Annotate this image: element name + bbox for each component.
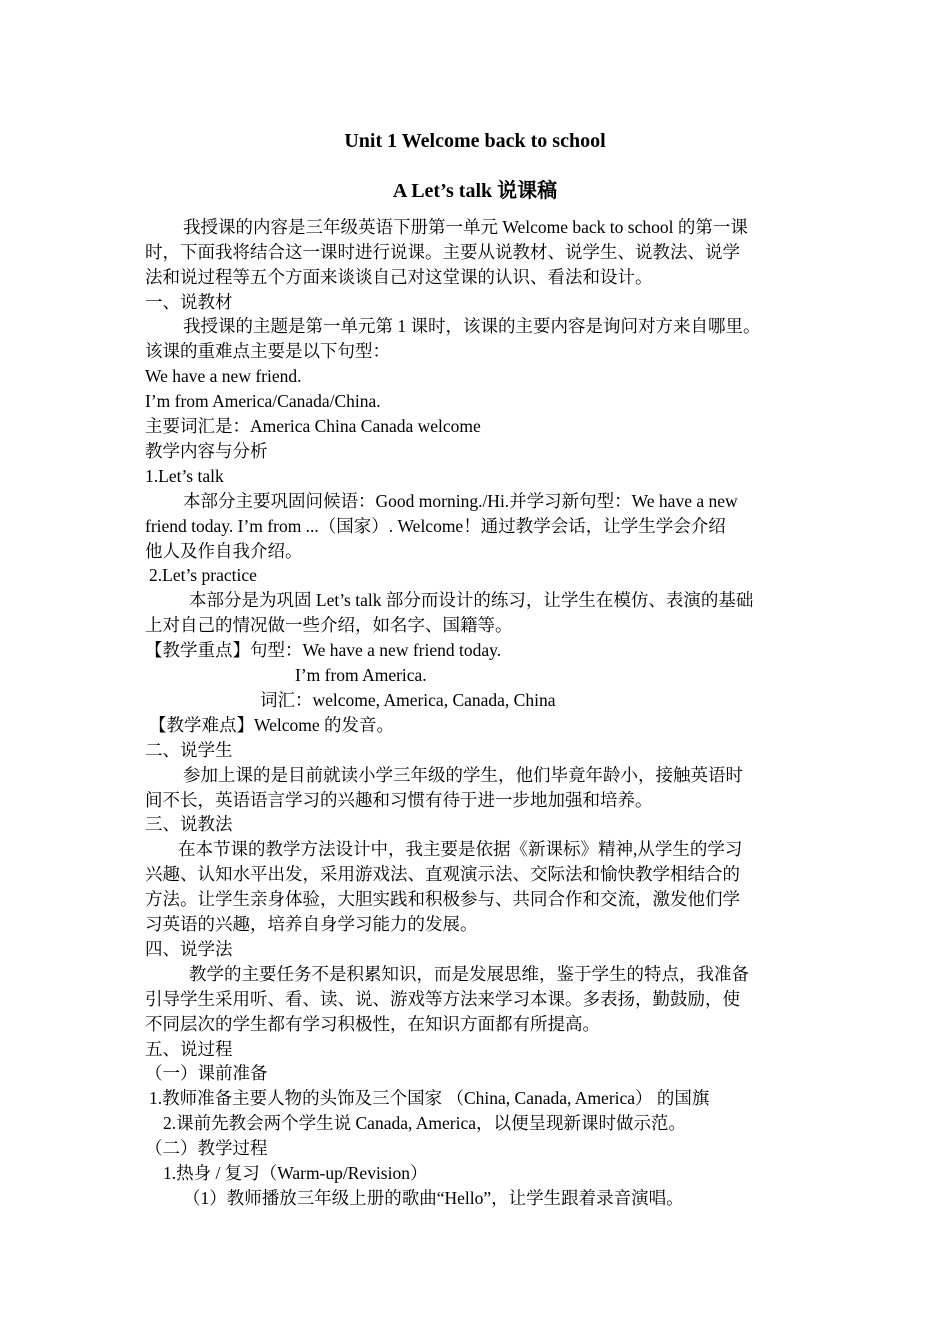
paragraph-line: 方法。让学生亲身体验，大胆实践和积极参与、共同合作和交流，激发他们学 (145, 889, 740, 909)
paragraph-line: 法和说过程等五个方面来谈谈自己对这堂课的认识、看法和设计。 (145, 267, 653, 287)
key-point-line: 词汇：welcome, America, Canada, China (260, 690, 556, 710)
paragraph-line: 上对自己的情况做一些介绍，如名字、国籍等。 (145, 615, 513, 635)
paragraph-line: 本部分主要巩固问候语：Good morning./Hi.并学习新句型：We have a new (183, 491, 738, 511)
paragraph-line: 不同层次的学生都有学习积极性，在知识方面都有所提高。 (145, 1014, 600, 1034)
section-heading: 四、说学法 (145, 939, 233, 959)
paragraph-line: 习英语的兴趣，培养自身学习能力的发展。 (145, 914, 478, 934)
document-title: Unit 1 Welcome back to school (344, 130, 606, 152)
section-heading: 一、说教材 (145, 292, 233, 312)
paragraph-line: 引导学生采用听、看、读、说、游戏等方法来学习本课。多表扬，勤鼓励，使 (145, 989, 740, 1009)
paragraph-line: 参加上课的是目前就读小学三年级的学生，他们毕竟年龄小，接触英语时 (183, 765, 743, 785)
paragraph-line: 我授课的主题是第一单元第 1 课时，该课的主要内容是询问对方来自哪里。 (183, 316, 761, 336)
key-point-line: I’m from America. (295, 665, 427, 685)
vocabulary-line: 主要词汇是：America China Canada welcome (145, 416, 481, 436)
subheading: 1.Let’s talk (145, 466, 224, 486)
paragraph-line: 间不长，英语语言学习的兴趣和习惯有待于进一步地加强和培养。 (145, 790, 653, 810)
list-item: 2.课前先教会两个学生说 Canada, America，以便呈现新课时做示范。 (163, 1113, 686, 1133)
list-item: （1）教师播放三年级上册的歌曲“Hello”，让学生跟着录音演唱。 (183, 1188, 684, 1208)
key-point-line: 【教学重点】句型：We have a new friend today. (145, 640, 502, 660)
difficult-point-line: 【教学难点】Welcome 的发音。 (149, 715, 395, 735)
paragraph-line: 我授课的内容是三年级英语下册第一单元 Welcome back to school 的第一课 (183, 217, 748, 237)
paragraph-line: 时，下面我将结合这一课时进行说课。主要从说教材、说学生、说教法、说学 (145, 242, 740, 262)
paragraph-line: 兴趣、认知水平出发，采用游戏法、直观演示法、交际法和愉快教学相结合的 (145, 864, 740, 884)
paragraph-line: 他人及作自我介绍。 (145, 541, 303, 561)
paragraph-line: 教学的主要任务不是积累知识，而是发展思维，鉴于学生的特点，我准备 (189, 964, 749, 984)
paragraph-line: 在本节课的教学方法设计中，我主要是依据《新课标》精神,从学生的学习 (178, 839, 743, 859)
subheading: （二）教学过程 (145, 1138, 268, 1158)
paragraph-line: 本部分是为巩固 Let’s talk 部分而设计的练习，让学生在模仿、表演的基础 (189, 590, 754, 610)
paragraph-line: 该课的重难点主要是以下句型： (145, 341, 390, 361)
subheading: 教学内容与分析 (145, 441, 268, 461)
sentence-pattern: We have a new friend. (145, 366, 302, 386)
sentence-pattern: I’m from America/Canada/China. (145, 391, 381, 411)
document-subtitle: A Let’s talk 说课稿 (392, 180, 558, 202)
list-item: 1.热身 / 复习（Warm-up/Revision） (163, 1163, 428, 1183)
paragraph-line: friend today. I’m from ...（国家）. Welcome！通过教学会话，让学生学会介绍 (145, 516, 726, 536)
section-heading: 五、说过程 (145, 1039, 233, 1059)
subheading: 2.Let’s practice (149, 565, 257, 585)
list-item: 1.教师准备主要人物的头饰及三个国家 （China, Canada, America） 的国旗 (149, 1088, 710, 1108)
subheading: （一）课前准备 (145, 1063, 268, 1083)
section-heading: 二、说学生 (145, 740, 233, 760)
section-heading: 三、说教法 (145, 814, 233, 834)
